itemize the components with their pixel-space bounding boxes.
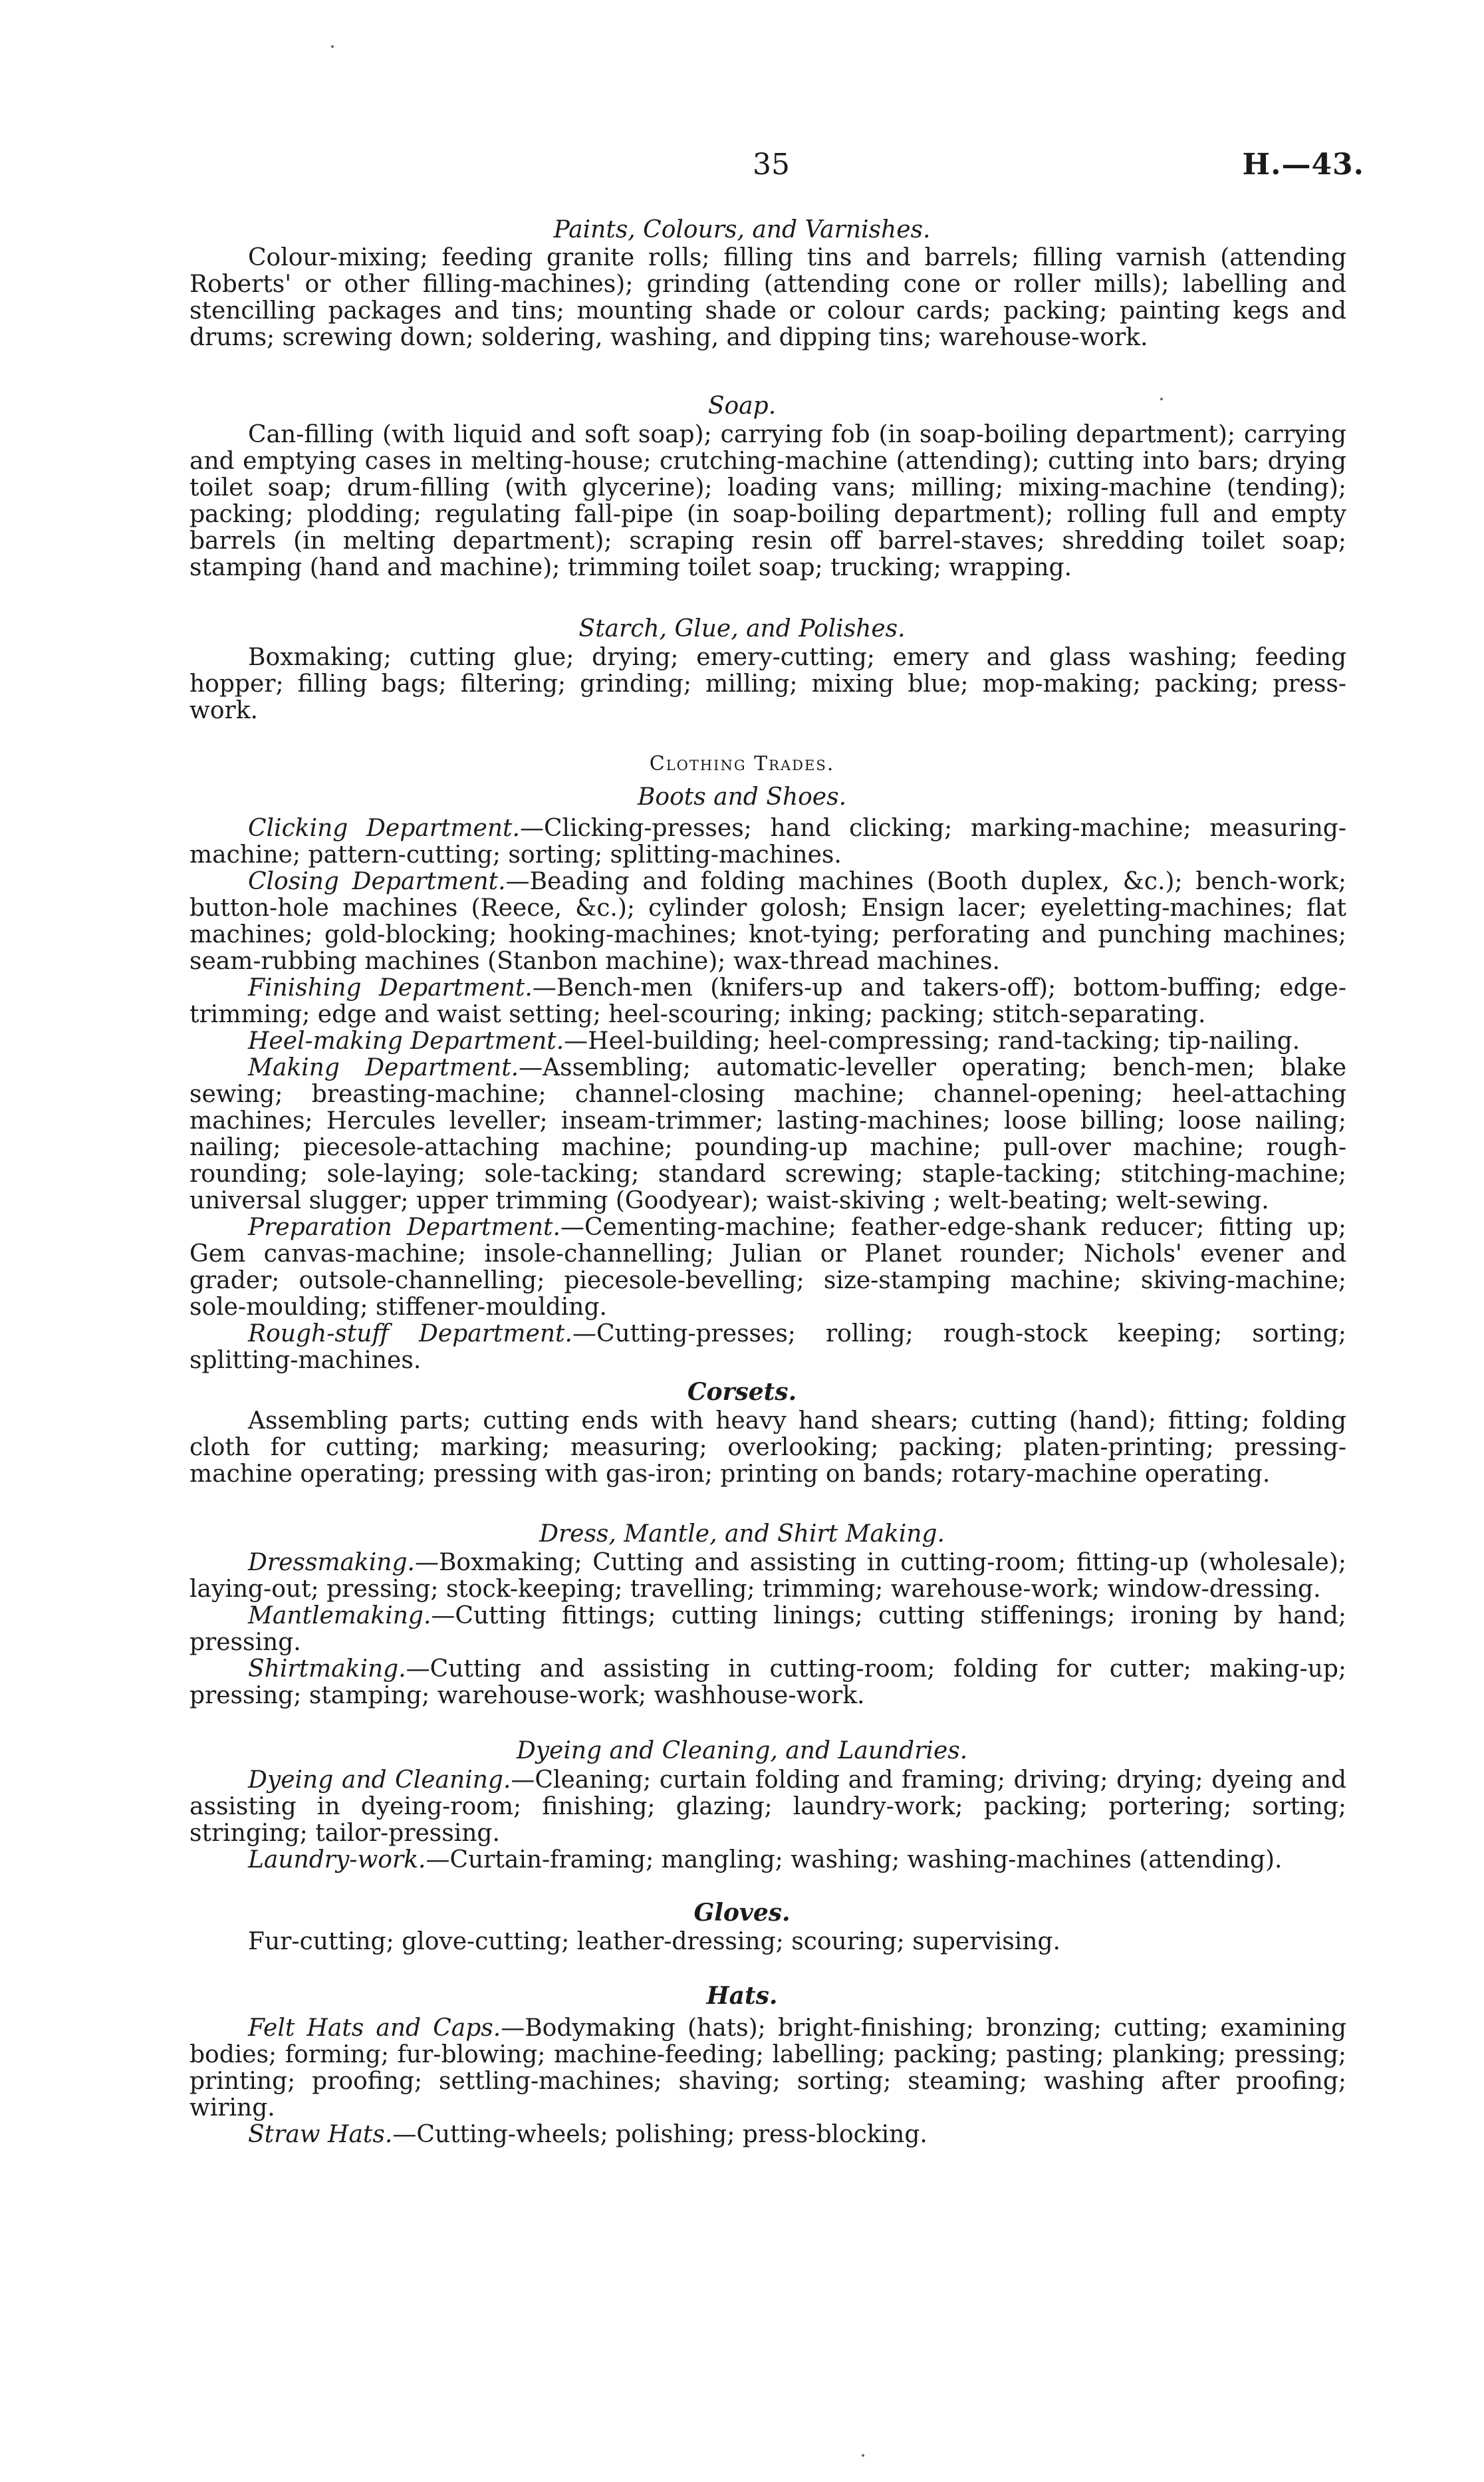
text-shirtmaking: —Cutting and assisting in cutting-room; folding for cutter; making-up; pressing; stamping; warehouse-work; washhouse-work. xyxy=(189,1655,1346,1709)
paragraph-felt-hats xyxy=(189,2015,1346,2122)
section-title-dyeing: Dyeing and Cleaning, and Laundries. xyxy=(516,1737,968,1764)
section-title-gloves: Gloves. xyxy=(693,1899,791,1927)
lead-preparation: Preparation Department. xyxy=(248,1214,560,1241)
text-preparation: —Cementing-machine; feather-edge-shank reducer; fitting up; Gem canvas-machine; insole-channelling; Julian or Planet rounder; Nichols' evener and grader; outsole-channelling; piecesole-bevelling; size-stamping machine; skiving-machine; sole-moulding; stiffener-moulding. xyxy=(189,1214,1346,1321)
section-title-paints: Paints, Colours, and Varnishes. xyxy=(553,216,931,243)
lead-making: Making Department. xyxy=(248,1054,519,1081)
paragraph-dressmaking xyxy=(189,1550,1346,1603)
paragraph-starch: Boxmaking; cutting glue; drying; emery-cutting; emery and glass washing; feeding hopper; filling bags; filtering; grinding; milling; mixing blue; mop-making; packing; press-work. xyxy=(189,644,1346,724)
text-making: —Assembling; automatic-leveller operating; bench-men; blake sewing; breasting-machine; channel-closing machine; channel-opening; heel-attaching machines; Hercules leveller; inseam-trimmer; lasting-machines; loose billing; loose nailing; nailing; piecesole-attaching machine; pounding-up machine; pull-over machine; rough-rounding; sole-laying; sole-tacking; standard screwing; staple-tacking; stitching-machine; universal slugger; upper trimming (Goodyear); waist-skiving ; welt-beating; welt-sewing. xyxy=(189,1054,1346,1214)
lead-laundry: Laundry-work. xyxy=(248,1846,426,1873)
scan-speck xyxy=(331,45,334,48)
lead-rough-stuff: Rough-stuff Department. xyxy=(248,1320,572,1347)
section-title-starch: Starch, Glue, and Polishes. xyxy=(578,615,906,642)
paragraph-heel xyxy=(189,1028,1346,1055)
text-dressmaking: —Boxmaking; Cutting and assisting in cutting-room; fitting-up (wholesale); laying-out; pressing; stock-keeping; travelling; trimming; warehouse-work; window-dressing. xyxy=(189,1549,1346,1603)
paragraph-making xyxy=(189,1055,1346,1214)
paragraph-preparation xyxy=(189,1214,1346,1321)
paragraph-paints: Colour-mixing; feeding granite rolls; filling tins and barrels; filling varnish (attending Roberts' or other filling-machines); grinding (attending cone or roller mills); labelling and stencilling packages and tins; mounting shade or colour cards; packing; painting kegs and drums; screwing down; soldering, washing, and dipping tins; warehouse-work. xyxy=(189,244,1346,351)
text-felt-hats: —Bodymaking (hats); bright-finishing; bronzing; cutting; examining bodies; forming; fur-blowing; machine-feeding; labelling; packing; pasting; planking; pressing; printing; proofing; settling-machines; shaving; sorting; steaming; washing after proofing; wiring. xyxy=(189,2014,1346,2122)
text-heel: —Heel-building; heel-compressing; rand-tacking; tip-nailing. xyxy=(564,1028,1300,1055)
lead-dressmaking: Dressmaking. xyxy=(248,1549,415,1576)
section-title-boots: Boots and Shoes. xyxy=(637,783,847,811)
trades-heading: Clothing Trades. xyxy=(649,752,835,775)
section-title-hats: Hats. xyxy=(706,1982,778,2010)
paragraph-clicking xyxy=(189,815,1346,869)
lead-clicking: Clicking Department. xyxy=(248,815,520,842)
lead-dyeing-cleaning: Dyeing and Cleaning. xyxy=(248,1766,511,1794)
paragraph-straw-hats xyxy=(189,2122,1346,2148)
text-closing: —Beading and folding machines (Booth duplex, &c.); bench-work; button-hole machines (Reece, &c.); cylinder golosh; Ensign lacer; eyeletting-machines; flat machines; gold-blocking; hooking-machines; knot-tying; perforating and punching machines; seam-rubbing machines (Stanbon machine); wax-thread machines. xyxy=(189,868,1346,975)
paragraph-laundry xyxy=(189,1847,1346,1873)
lead-finishing: Finishing Department. xyxy=(248,974,533,1002)
section-title-dress: Dress, Mantle, and Shirt Making. xyxy=(539,1520,945,1548)
lead-shirtmaking: Shirtmaking. xyxy=(248,1655,406,1683)
paragraph-mantlemaking xyxy=(189,1603,1346,1656)
paragraph-shirtmaking xyxy=(189,1656,1346,1709)
lead-felt-hats: Felt Hats and Caps. xyxy=(248,2014,501,2042)
text-dyeing-cleaning: —Cleaning; curtain folding and framing; driving; drying; dyeing and assisting in dyeing-room; finishing; glazing; laundry-work; packing; portering; sorting; stringing; tailor-pressing. xyxy=(189,1766,1347,1847)
section-title-corsets: Corsets. xyxy=(687,1378,797,1406)
paragraph-dyeing-cleaning xyxy=(189,1767,1346,1847)
paragraph-soap: Can-filling (with liquid and soft soap); carrying fob (in soap-boiling department); carrying and emptying cases in melting-house; crutching-machine (attending); cutting into bars; drying toilet soap; drum-filling (with glycerine); loading vans; milling; mixing-machine (tending); packing; plodding; regulating fall-pipe (in soap-boiling department); rolling full and empty barrels (in melting department); scraping resin off barrel-staves; shredding toilet soap; stamping (hand and machine); trimming toilet soap; trucking; wrapping. xyxy=(189,421,1346,581)
paragraph-finishing xyxy=(189,975,1346,1028)
text-clicking: —Clicking-presses; hand clicking; marking-machine; measuring-machine; pattern-cutting; sorting; splitting-machines. xyxy=(189,815,1347,869)
section-title-soap: Soap. xyxy=(707,392,777,420)
text-finishing: —Bench-men (knifers-up and takers-off); bottom-buffing; edge-trimming; edge and waist setting; heel-scouring; inking; packing; stitch-separating. xyxy=(189,974,1347,1028)
paragraph-closing xyxy=(189,869,1346,975)
paragraph-rough-stuff xyxy=(189,1321,1346,1374)
lead-closing: Closing Department. xyxy=(248,868,506,895)
text-mantlemaking: —Cutting fittings; cutting linings; cutting stiffenings; ironing by hand; pressing. xyxy=(189,1602,1346,1656)
lead-heel: Heel-making Department. xyxy=(248,1028,564,1055)
text-laundry: —Curtain-framing; mangling; washing; washing-machines (attending). xyxy=(426,1846,1283,1873)
paragraph-corsets: Assembling parts; cutting ends with heavy hand shears; cutting (hand); fitting; folding cloth for cutting; marking; measuring; overlooking; packing; platen-printing; pressing-machine operating; pressing with gas-iron; printing on bands; rotary-machine operating. xyxy=(189,1407,1346,1488)
text-rough-stuff: —Cutting-presses; rolling; rough-stock keeping; sorting; splitting-machines. xyxy=(189,1320,1347,1374)
text-straw-hats: —Cutting-wheels; polishing; press-blocking. xyxy=(392,2121,928,2148)
lead-mantlemaking: Mantlemaking. xyxy=(248,1602,432,1629)
paragraph-gloves: Fur-cutting; glove-cutting; leather-dressing; scouring; supervising. xyxy=(248,1928,1060,1955)
document-reference: H.—43. xyxy=(1242,148,1364,182)
page-number: 35 xyxy=(753,148,790,182)
scan-speck xyxy=(862,2454,864,2457)
lead-straw-hats: Straw Hats. xyxy=(248,2121,393,2148)
